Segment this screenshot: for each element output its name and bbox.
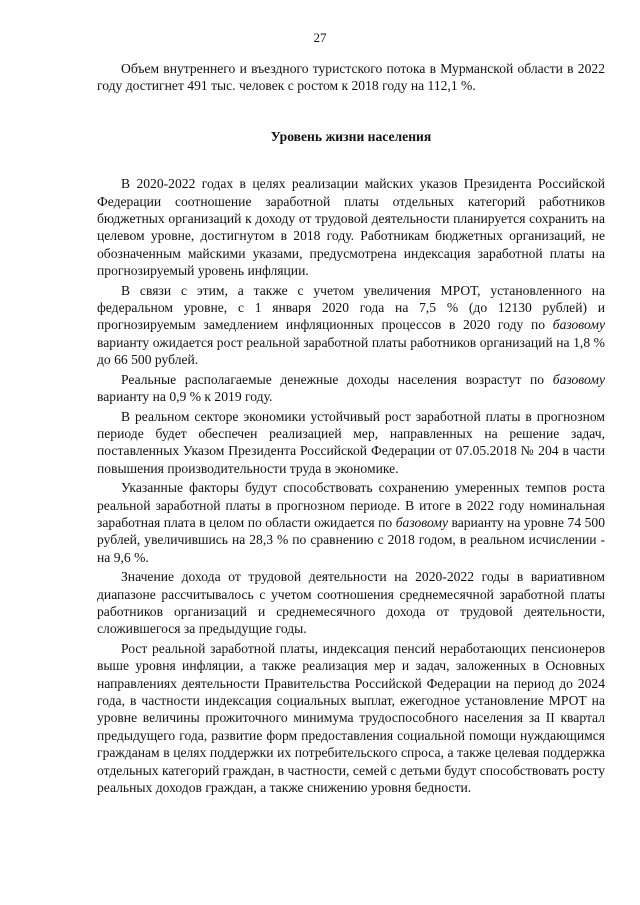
intro-paragraph: Объем внутреннего и въездного туристского потока в Мурманской области в 2022 году достигнет 491 тыс. человек с ростом к 2018 году на 112,1 %. — [97, 61, 605, 94]
paragraph-3-emphasis: базовому — [552, 371, 605, 387]
page-number: 27 — [313, 30, 327, 45]
paragraph-2-text-a: В связи с этим, а также с учетом увеличения МРОТ, установленного на федеральном уровне, с 1 января 2020 года на 7,5 % (до 12130 рублей) и прогнозируемым замедлением инфляционных процессов в 2020 году по — [97, 282, 605, 333]
paragraph-2 — [97, 282, 605, 369]
paragraph-5-text-b: варианту на уровне 74 500 рублей, увеличившись на 28,3 % по сравнению с 2018 годом, в реальном исчислении - на 9,6 %. — [97, 514, 605, 565]
paragraph-3-text-b: варианту на 0,9 % к 2019 году. — [97, 389, 273, 405]
paragraph-4: В реальном секторе экономики устойчивый рост заработной платы в прогнозном периоде будет обеспечен реализацией мер, направленных на решение задач, поставленных Указом Президента Российской Федерации от 07.05.2018 № 204 в части повышения производительности труда в экономике. — [97, 408, 605, 476]
paragraph-3-text-a: Реальные располагаемые денежные доходы населения возрастут по — [121, 371, 553, 387]
section-heading: Уровень жизни населения — [270, 128, 432, 144]
paragraph-5-emphasis: базовому — [395, 514, 448, 530]
document-body — [97, 60, 605, 796]
paragraph-3 — [97, 371, 605, 406]
paragraph-2-emphasis: базовому — [552, 317, 605, 333]
paragraph-7: Рост реальной заработной платы, индексация пенсий неработающих пенсионеров выше уровня инфляции, а также реализация мер и задач, заложенных в Основных направлениях деятельности Правительства Российской Федерации на период до 2024 года, в частности индексация социальных выплат, ежегодное установление МРОТ на уровне величины прожиточного минимума трудоспособного населения за II квартал предыдущего года, развитие форм предоставления социальной помощи нуждающимся гражданам в целях поддержки их потребительского спроса, а также целевая поддержка отдельных категорий граждан, в частности, семей с детьми будут способствовать росту реальных доходов граждан, а также снижению уровня бедности. — [97, 640, 605, 796]
paragraph-6: Значение дохода от трудовой деятельности на 2020-2022 годы в вариативном диапазоне рассчитывалось с учетом соотношения среднемесячной заработной платы работников организаций и среднемесячного дохода от трудовой деятельности, сложившегося за предыдущие годы. — [97, 569, 605, 637]
paragraph-5 — [97, 479, 605, 566]
paragraph-2-text-b: варианту ожидается рост реальной заработной платы работников организаций на 1,8 % до 66 500 рублей. — [97, 334, 605, 368]
paragraph-1: В 2020-2022 годах в целях реализации майских указов Президента Российской Федерации соотношение заработной платы отдельных категорий работников бюджетных организаций к доходу от трудовой деятельности планируется сохранить на целевом уровне, достигнутом в 2018 году. Работникам бюджетных организаций, не обозначенным майскими указами, предусмотрена индексация заработной платы на прогнозируемый уровень инфляции. — [97, 176, 605, 279]
paragraph-5-text-a: Указанные факторы будут способствовать сохранению умеренных темпов роста реальной заработной платы в прогнозном периоде. В итоге в 2022 году номинальная заработная плата в целом по области ожидается по — [97, 480, 605, 530]
